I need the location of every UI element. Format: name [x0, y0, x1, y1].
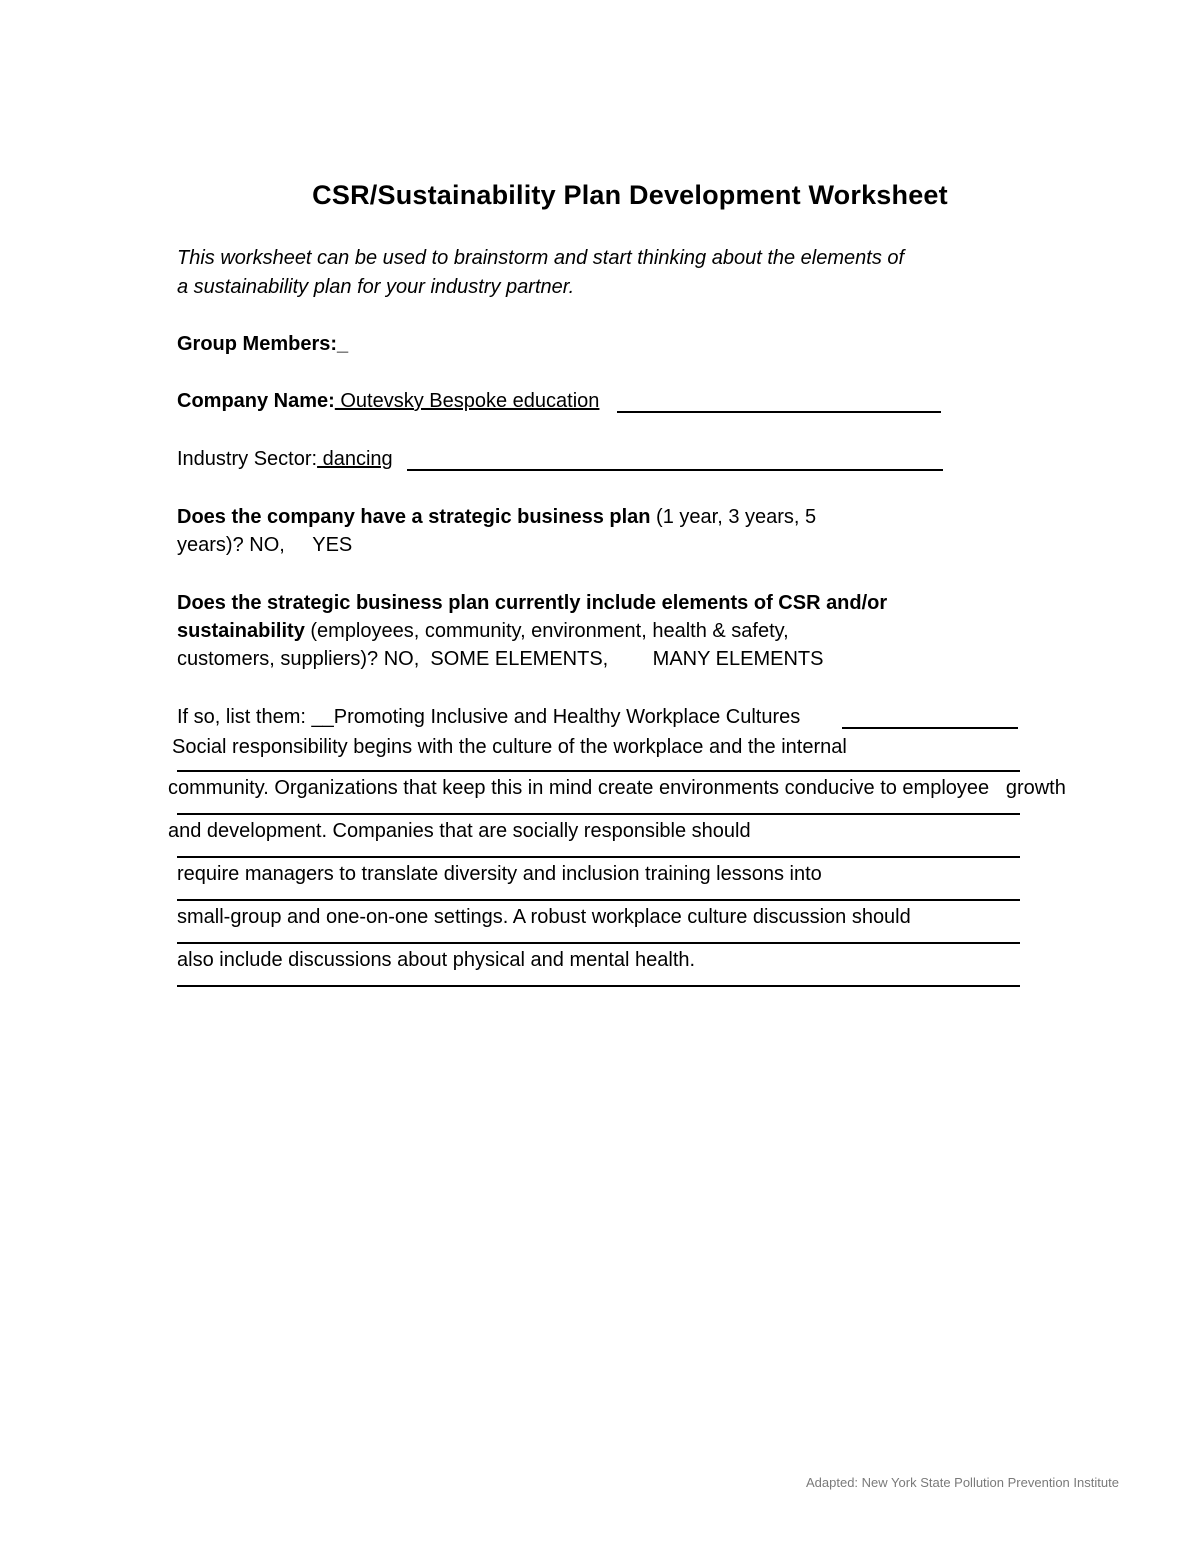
- intro-line-2: a sustainability plan for your industry partner.: [177, 276, 575, 298]
- question-csr-elements-options[interactable]: customers, suppliers)? NO, SOME ELEMENTS, MANY ELEMENTS: [177, 648, 824, 670]
- industry-sector-label: Industry Sector:: [177, 448, 318, 470]
- footer-credit: Adapted: New York State Pollution Prevention Institute: [806, 1475, 1119, 1490]
- answer-rule-1: [177, 770, 1020, 772]
- question-csr-elements: Does the strategic business plan currently include elements of CSR and/or: [177, 592, 888, 614]
- company-name-value[interactable]: Outevsky Bespoke education: [334, 390, 600, 412]
- answer-rule-6: [177, 985, 1020, 987]
- industry-sector-field: [177, 448, 393, 471]
- answer-rule-5: [177, 942, 1020, 944]
- answer-rule-2: [177, 813, 1020, 815]
- industry-sector-value[interactable]: dancing: [317, 448, 393, 470]
- group-members-field: [177, 333, 348, 356]
- group-members-label: Group Members:: [177, 333, 338, 355]
- answer-line-4[interactable]: require managers to translate diversity and inclusion training lessons into: [177, 863, 822, 885]
- list-prompt-label: If so, list them:: [177, 706, 312, 728]
- intro-line-1: This worksheet can be used to brainstorm and start thinking about the elements of: [177, 247, 905, 269]
- answer-line-5[interactable]: small-group and one-on-one settings. A robust workplace culture discussion should: [177, 906, 911, 928]
- answer-line-1[interactable]: Social responsibility begins with the culture of the workplace and the internal: [172, 736, 847, 758]
- answer-rule-3: [177, 856, 1020, 858]
- list-prompt-underline: [842, 727, 1018, 729]
- question-strategic-plan: Does the company have a strategic business plan (1 year, 3 years, 5: [177, 506, 817, 528]
- company-name-label: Company Name:: [177, 390, 335, 412]
- answer-line-2[interactable]: community. Organizations that keep this in mind create environments conducive to employee growth: [168, 777, 1066, 799]
- list-prompt-value[interactable]: __Promoting Inclusive and Healthy Workplace Cultures: [311, 706, 801, 728]
- company-name-field: [177, 390, 599, 413]
- question-strategic-plan-options[interactable]: years)? NO, YES: [177, 534, 353, 556]
- company-name-underline: [617, 411, 941, 413]
- group-members-value[interactable]: _: [337, 333, 349, 355]
- answer-rule-4: [177, 899, 1020, 901]
- question-csr-elements-line-2: sustainability (employees, community, environment, health & safety,: [177, 620, 789, 642]
- answer-line-6[interactable]: also include discussions about physical and mental health.: [177, 949, 696, 971]
- answer-line-3[interactable]: and development. Companies that are socially responsible should: [168, 820, 751, 842]
- page-title: CSR/Sustainability Plan Development Worksheet: [312, 180, 948, 210]
- list-prompt: [177, 706, 800, 729]
- industry-sector-underline: [407, 469, 943, 471]
